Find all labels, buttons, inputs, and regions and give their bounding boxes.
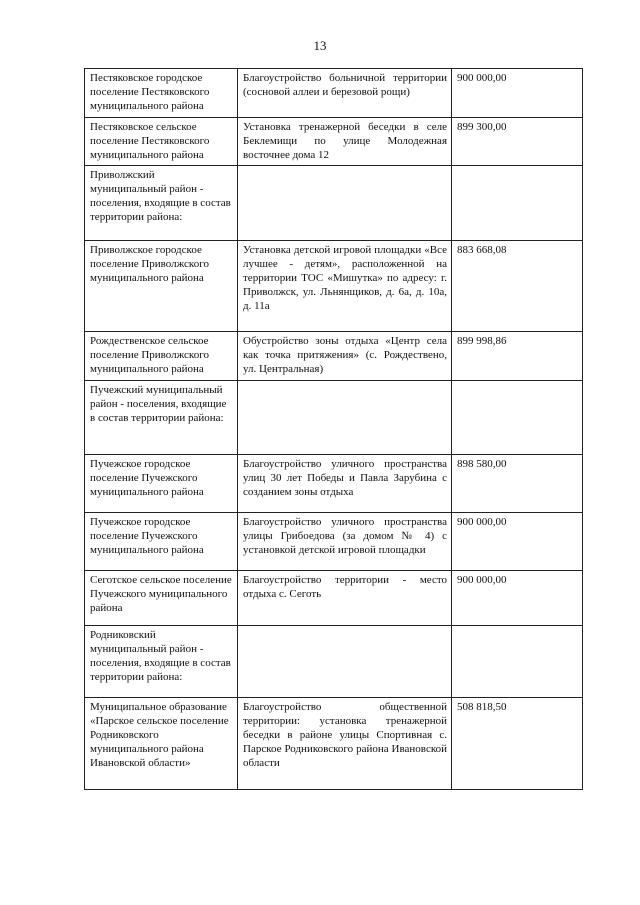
amount-cell: 900 000,00 xyxy=(452,571,583,626)
project-cell: Установка тренажерной беседки в селе Беклемищи по улице Молодежная восточнее дома 12 xyxy=(238,118,452,166)
table-row xyxy=(85,241,583,332)
recipient-cell: Пестяковское городское поселение Пестяковского муниципального района xyxy=(85,69,238,118)
amount-cell: 899 998,86 xyxy=(452,332,583,381)
amount-cell xyxy=(452,626,583,698)
recipient-cell: Приволжское городское поселение Приволжского муниципального района xyxy=(85,241,238,332)
district-heading-cell: Пучежский муниципальный район - поселения, входящие в состав территории района: xyxy=(85,381,238,455)
table-row xyxy=(85,698,583,790)
recipient-cell: Пестяковское сельское поселение Пестяковского муниципального района xyxy=(85,118,238,166)
table-row xyxy=(85,571,583,626)
table-row xyxy=(85,381,583,455)
amount-cell xyxy=(452,166,583,241)
table-row xyxy=(85,332,583,381)
recipient-cell: Муниципальное образование «Парское сельское поселение Родниковского муниципального района Ивановской области» xyxy=(85,698,238,790)
recipient-cell: Пучежское городское поселение Пучежского муниципального района xyxy=(85,455,238,513)
grants-table xyxy=(84,68,583,790)
amount-cell: 899 300,00 xyxy=(452,118,583,166)
district-heading-cell: Приволжский муниципальный район - поселения, входящие в состав территории района: xyxy=(85,166,238,241)
amount-cell: 900 000,00 xyxy=(452,513,583,571)
project-cell: Обустройство зоны отдыха «Центр села как точка притяжения» (с. Рождествено, ул. Центральная) xyxy=(238,332,452,381)
table-row xyxy=(85,166,583,241)
table-row xyxy=(85,69,583,118)
table-row xyxy=(85,118,583,166)
project-cell: Установка детской игровой площадки «Все лучшее - детям», расположенной на территории ТОС «Мишутка» по адресу: г. Приволжск, ул. Льнянщиков, д. 6а, д. 10а, д. 11а xyxy=(238,241,452,332)
district-heading-cell: Родниковский муниципальный район - поселения, входящие в состав территории района: xyxy=(85,626,238,698)
amount-cell: 900 000,00 xyxy=(452,69,583,118)
amount-cell: 898 580,00 xyxy=(452,455,583,513)
table-row xyxy=(85,626,583,698)
recipient-cell: Сеготское сельское поселение Пучежского муниципального района xyxy=(85,571,238,626)
table-row xyxy=(85,455,583,513)
project-cell: Благоустройство общественной территории: установка тренажерной беседки в районе улицы Спортивная с. Парское Родниковского района Ивановской области xyxy=(238,698,452,790)
amount-cell: 508 818,50 xyxy=(452,698,583,790)
project-cell xyxy=(238,626,452,698)
table-row xyxy=(85,513,583,571)
amount-cell xyxy=(452,381,583,455)
project-cell: Благоустройство уличного пространства улиц 30 лет Победы и Павла Зарубина с созданием зоны отдыха xyxy=(238,455,452,513)
page-number: 13 xyxy=(313,38,327,53)
amount-cell: 883 668,08 xyxy=(452,241,583,332)
recipient-cell: Рождественское сельское поселение Приволжского муниципального района xyxy=(85,332,238,381)
project-cell: Благоустройство территории - место отдыха с. Сеготь xyxy=(238,571,452,626)
project-cell: Благоустройство больничной территории (сосновой аллеи и березовой рощи) xyxy=(238,69,452,118)
project-cell: Благоустройство уличного пространства улицы Грибоедова (за домом № 4) с установкой детской игровой площадки xyxy=(238,513,452,571)
project-cell xyxy=(238,166,452,241)
project-cell xyxy=(238,381,452,455)
recipient-cell: Пучежское городское поселение Пучежского муниципального района xyxy=(85,513,238,571)
